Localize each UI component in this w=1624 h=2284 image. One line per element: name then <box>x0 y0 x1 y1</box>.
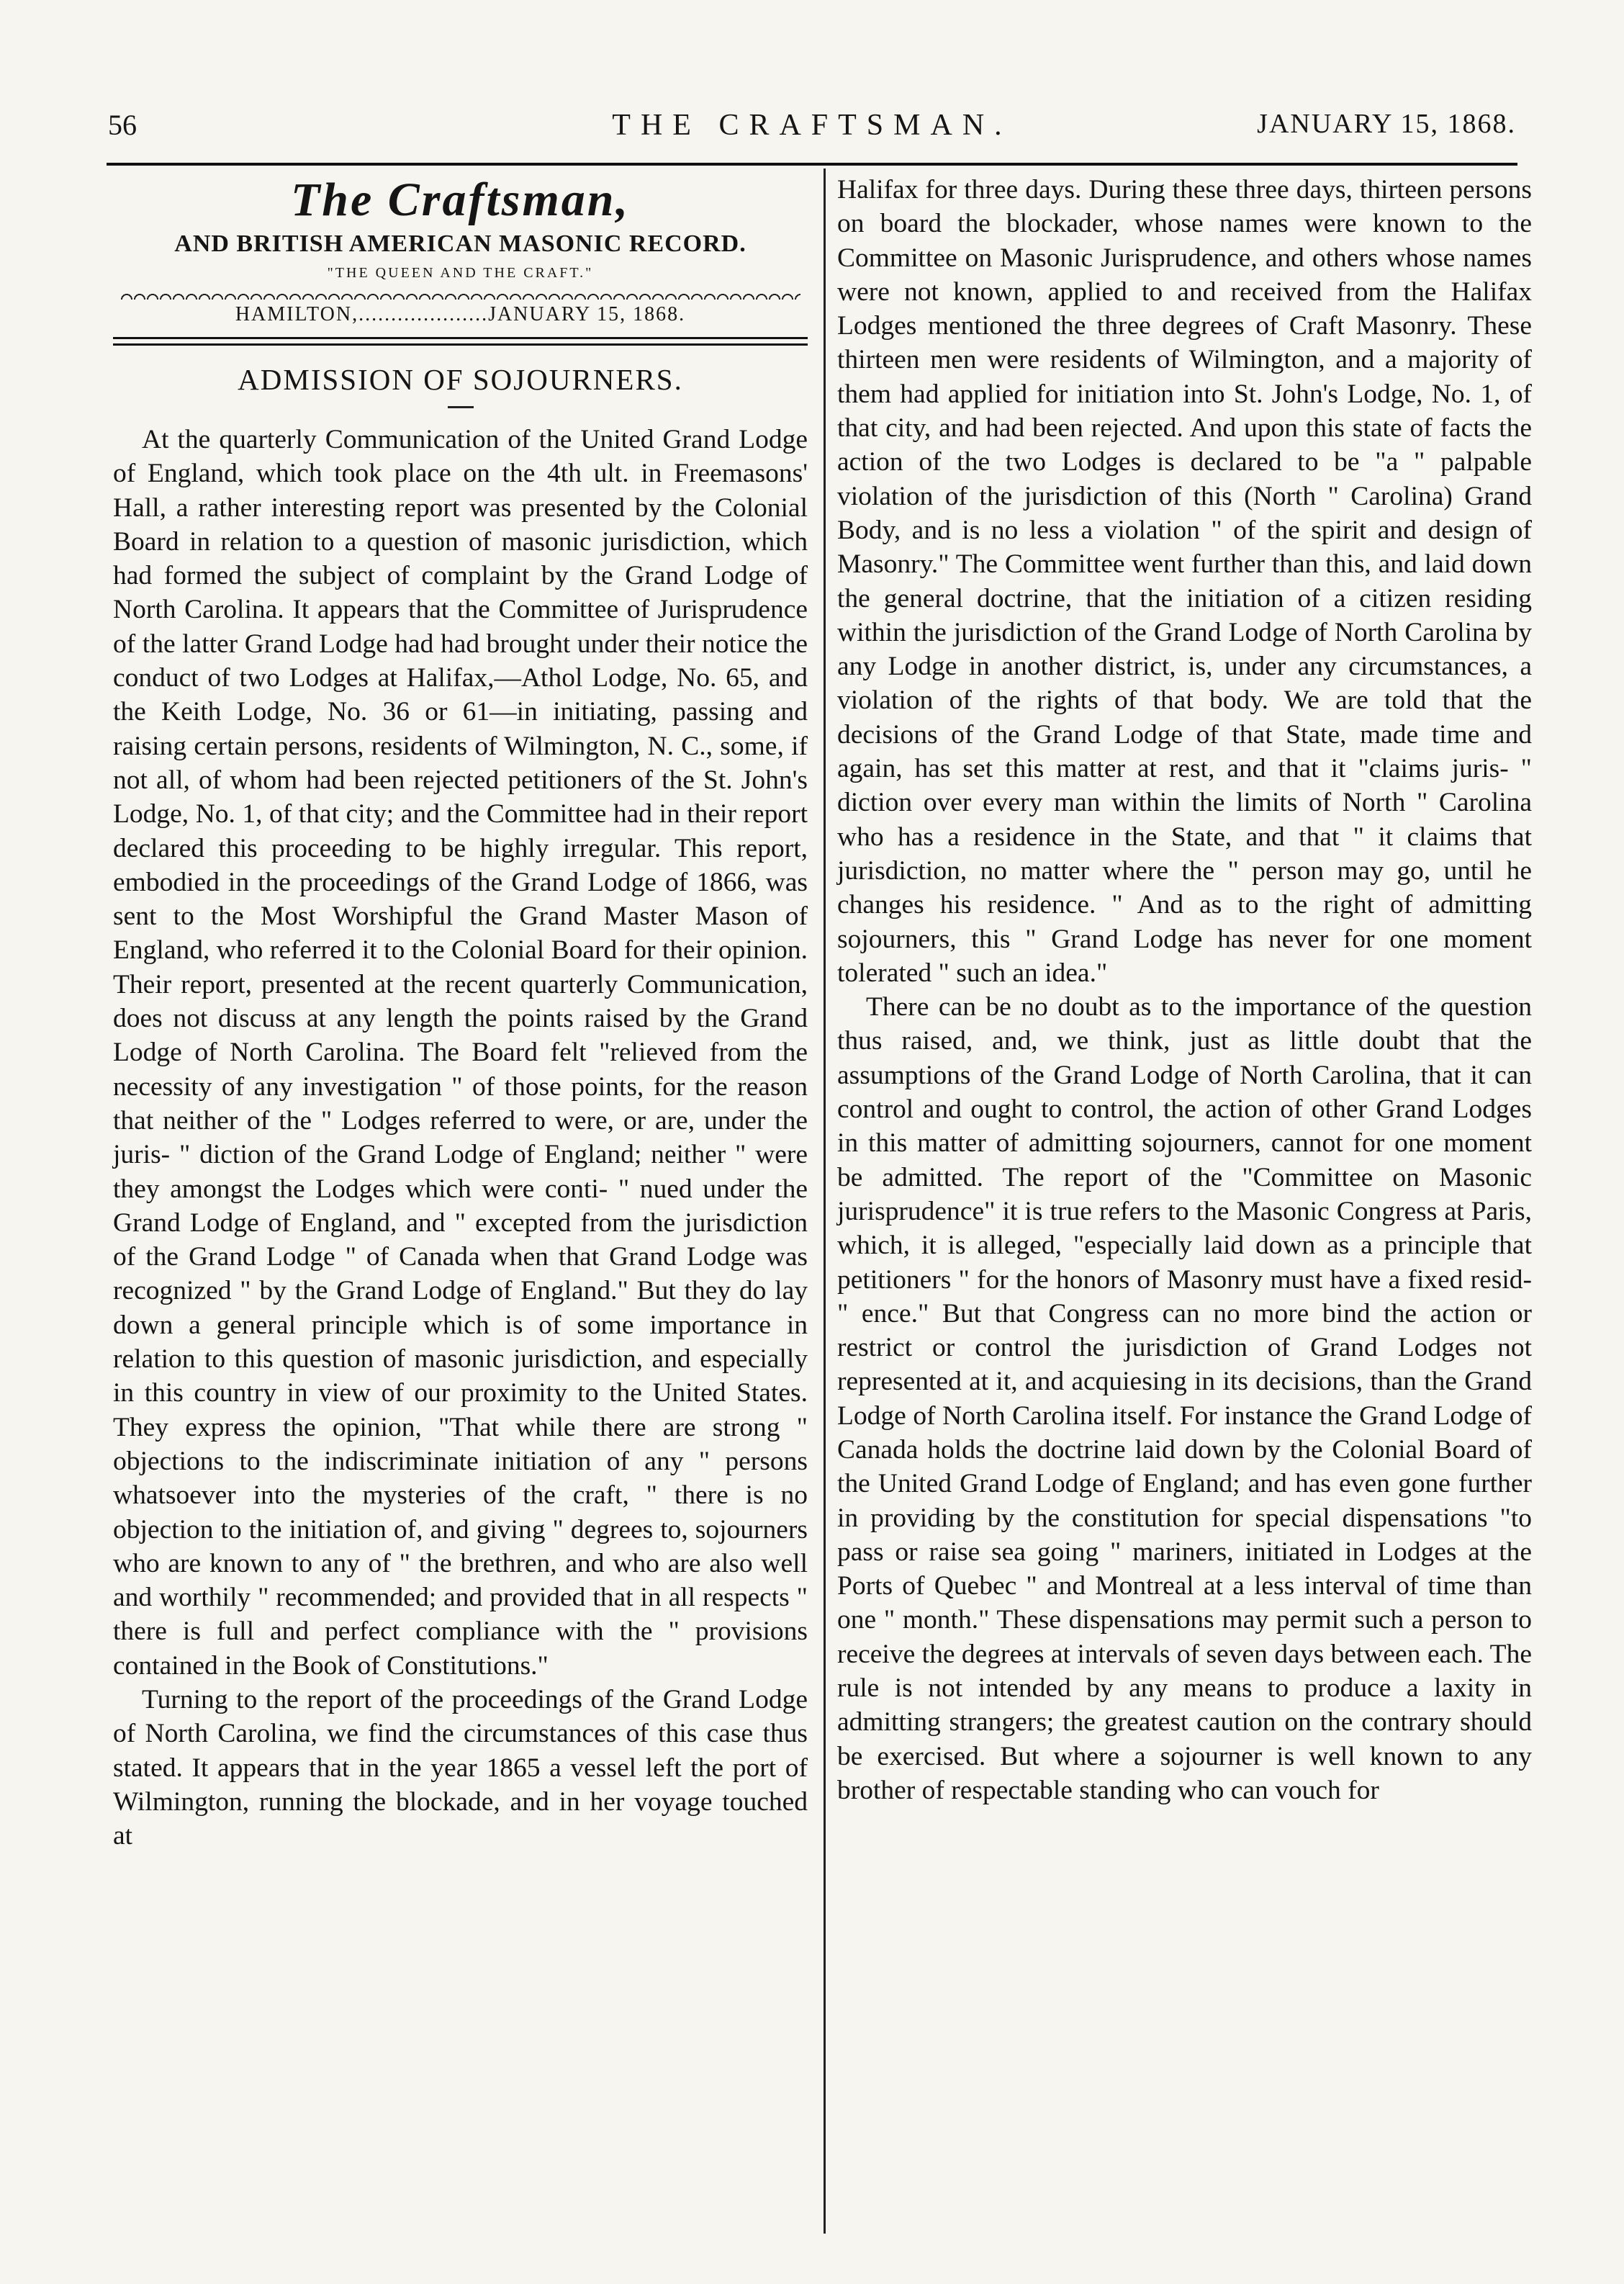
masthead-subtitle: AND BRITISH AMERICAN MASONIC RECORD. <box>174 230 746 257</box>
wavy-rule <box>120 289 800 300</box>
article-title: ADMISSION OF SOJOURNERS. <box>238 363 683 396</box>
masthead-motto: "THE QUEEN AND THE CRAFT." <box>327 265 594 281</box>
double-rule <box>113 337 808 346</box>
masthead <box>113 173 808 346</box>
running-head <box>108 108 1516 151</box>
running-head-title: THE CRAFTSMAN. <box>612 109 1012 142</box>
article-paragraph: Turning to the report of the proceedings of the Grand Lodge of North Carolina, we find the circumstances of this case thus stated. It appears that in the year 1865 a vessel left the port of Wilmington, running the blockade, and in her voyage touched at <box>113 1684 808 1851</box>
header-rule <box>107 163 1517 166</box>
column-divider <box>824 168 826 2234</box>
article-paragraph: Halifax for three days. During these three days, thirteen persons on board the blockader, whose names were known to the Committee on Masonic Jurisprudence, and others whose names were not known, applied to and received from the Halifax Lodges mentioned the three degrees of Craft Masonry. These thirteen men were residents of Wilmington, and a majority of them had applied for initiation into St. John's Lodge, No. 1, of that city, and had been rejected. And upon this state of facts the action of the two Lodges is declared to be "a " palpable violation of the jurisdiction of this (North " Carolina) Grand Body, and is no less a violation " of the spirit and design of Masonry." The Committee went further than this, and laid down the general doctrine, that the initiation of a citizen residing within the jurisdiction of the Grand Lodge of North Carolina by any Lodge in another district, is, under any circumstances, a violation of the rights of that body. We are told that the decisions of the Grand Lodge of that State, made time and again, has set this matter at rest, and that it "claims juris- " diction over every man within the limits of North " Carolina who has a residence in the State, and that " it claims that jurisdiction, no matter where the " person may go, until he changes his residence. " And as to the right of admitting sojourners, this " Grand Lodge has never for one moment tolerated " such an idea." <box>837 175 1532 988</box>
title-dash <box>448 406 474 408</box>
article-paragraph: At the quarterly Communication of the United Grand Lodge of England, which took place on the 4th ult. in Freemasons' Hall, a rather interesting report was presented by the Colonial Board in relation to a question of masonic jurisdiction, which had formed the subject of complaint by the Grand Lodge of North Carolina. It appears that the Committee of Jurisprudence of the latter Grand Lodge had had brought under their notice the conduct of two Lodges at Halifax,—Athol Lodge, No. 65, and the Keith Lodge, No. 36 or 61—in initiating, passing and raising certain persons, residents of Wilmington, N. C., some, if not all, of whom had been rejected petitioners of the St. John's Lodge, No. 1, of that city; and the Committee had in their report declared this proceeding to be highly irregular. This report, embodied in the proceedings of the Grand Lodge of 1866, was sent to the Most Worshipful the Grand Master Mason of England, who referred it to the Colonial Board for their opinion. Their report, presented at the recent quarterly Communication, does not discuss at any length the points raised by the Grand Lodge of North Carolina. The Board felt "relieved from the necessity of any investigation " of those points, for the reason that neither of the " Lodges referred to were, or are, under the juris- " diction of the Grand Lodge of England; neither " were they amongst the Lodges which were conti- " nued under the Grand Lodge of England, and " excepted from the jurisdiction of the Grand Lodge " of Canada when that Grand Lodge was recognized " by the Grand Lodge of England." But they do lay down a general principle which is of some importance in relation to this question of masonic jurisdiction, and especially in this country in view of our proximity to the United States. They express the opinion, "That while there are strong " objections to the indiscriminate initiation of any " persons whatsoever into the mysteries of the craft, " there is no objection to the initiation of, and giving " degrees to, sojourners who are known to any of " the brethren, and who are also well and worthily " recommended; and provided that in all respects " there is full and perfect compliance with the " provisions contained in the Book of Constitutions." <box>113 425 808 1681</box>
article-paragraph: There can be no doubt as to the importance of the question thus raised, and, we think, just as little doubt that the assumptions of the Grand Lodge of North Carolina, that it can control and ought to control, the action of other Grand Lodges in this matter of admitting sojourners, cannot for one moment be admitted. The report of the "Committee on Masonic jurisprudence" it is true refers to the Masonic Congress at Paris, which, it is alleged, "especially laid down as a principle that petitioners " for the honors of Masonry must have a fixed resid- " ence." But that Congress can no more bind the action or restrict or control the jurisdiction of Grand Lodges not represented at it, and acquiesing in its decisions, than the Grand Lodge of North Carolina itself. For instance the Grand Lodge of Canada holds the doctrine laid down by the Colonial Board of the United Grand Lodge of England; and has even gone further in providing by the constitution for special dispensations "to pass or raise sea going " mariners, initiated in Lodges at the Ports of Quebec " and Montreal at a less interval of time than one " month." These dispensations may permit such a person to receive the degrees at intervals of seven days between each. The rule is not intended by any means to produce a laxity in admitting strangers; the greatest caution on the contrary should be exercised. But where a sojourner is well known to any brother of respectable standing who can vouch for <box>837 992 1532 1805</box>
page-number: 56 <box>108 109 137 141</box>
left-column <box>113 173 808 1853</box>
masthead-name: The Craftsman, <box>290 174 631 226</box>
masthead-dateline: HAMILTON,....................JANUARY 15, 1868. <box>235 303 686 325</box>
right-column <box>837 173 1532 1807</box>
running-head-date: JANUARY 15, 1868. <box>1257 109 1516 139</box>
